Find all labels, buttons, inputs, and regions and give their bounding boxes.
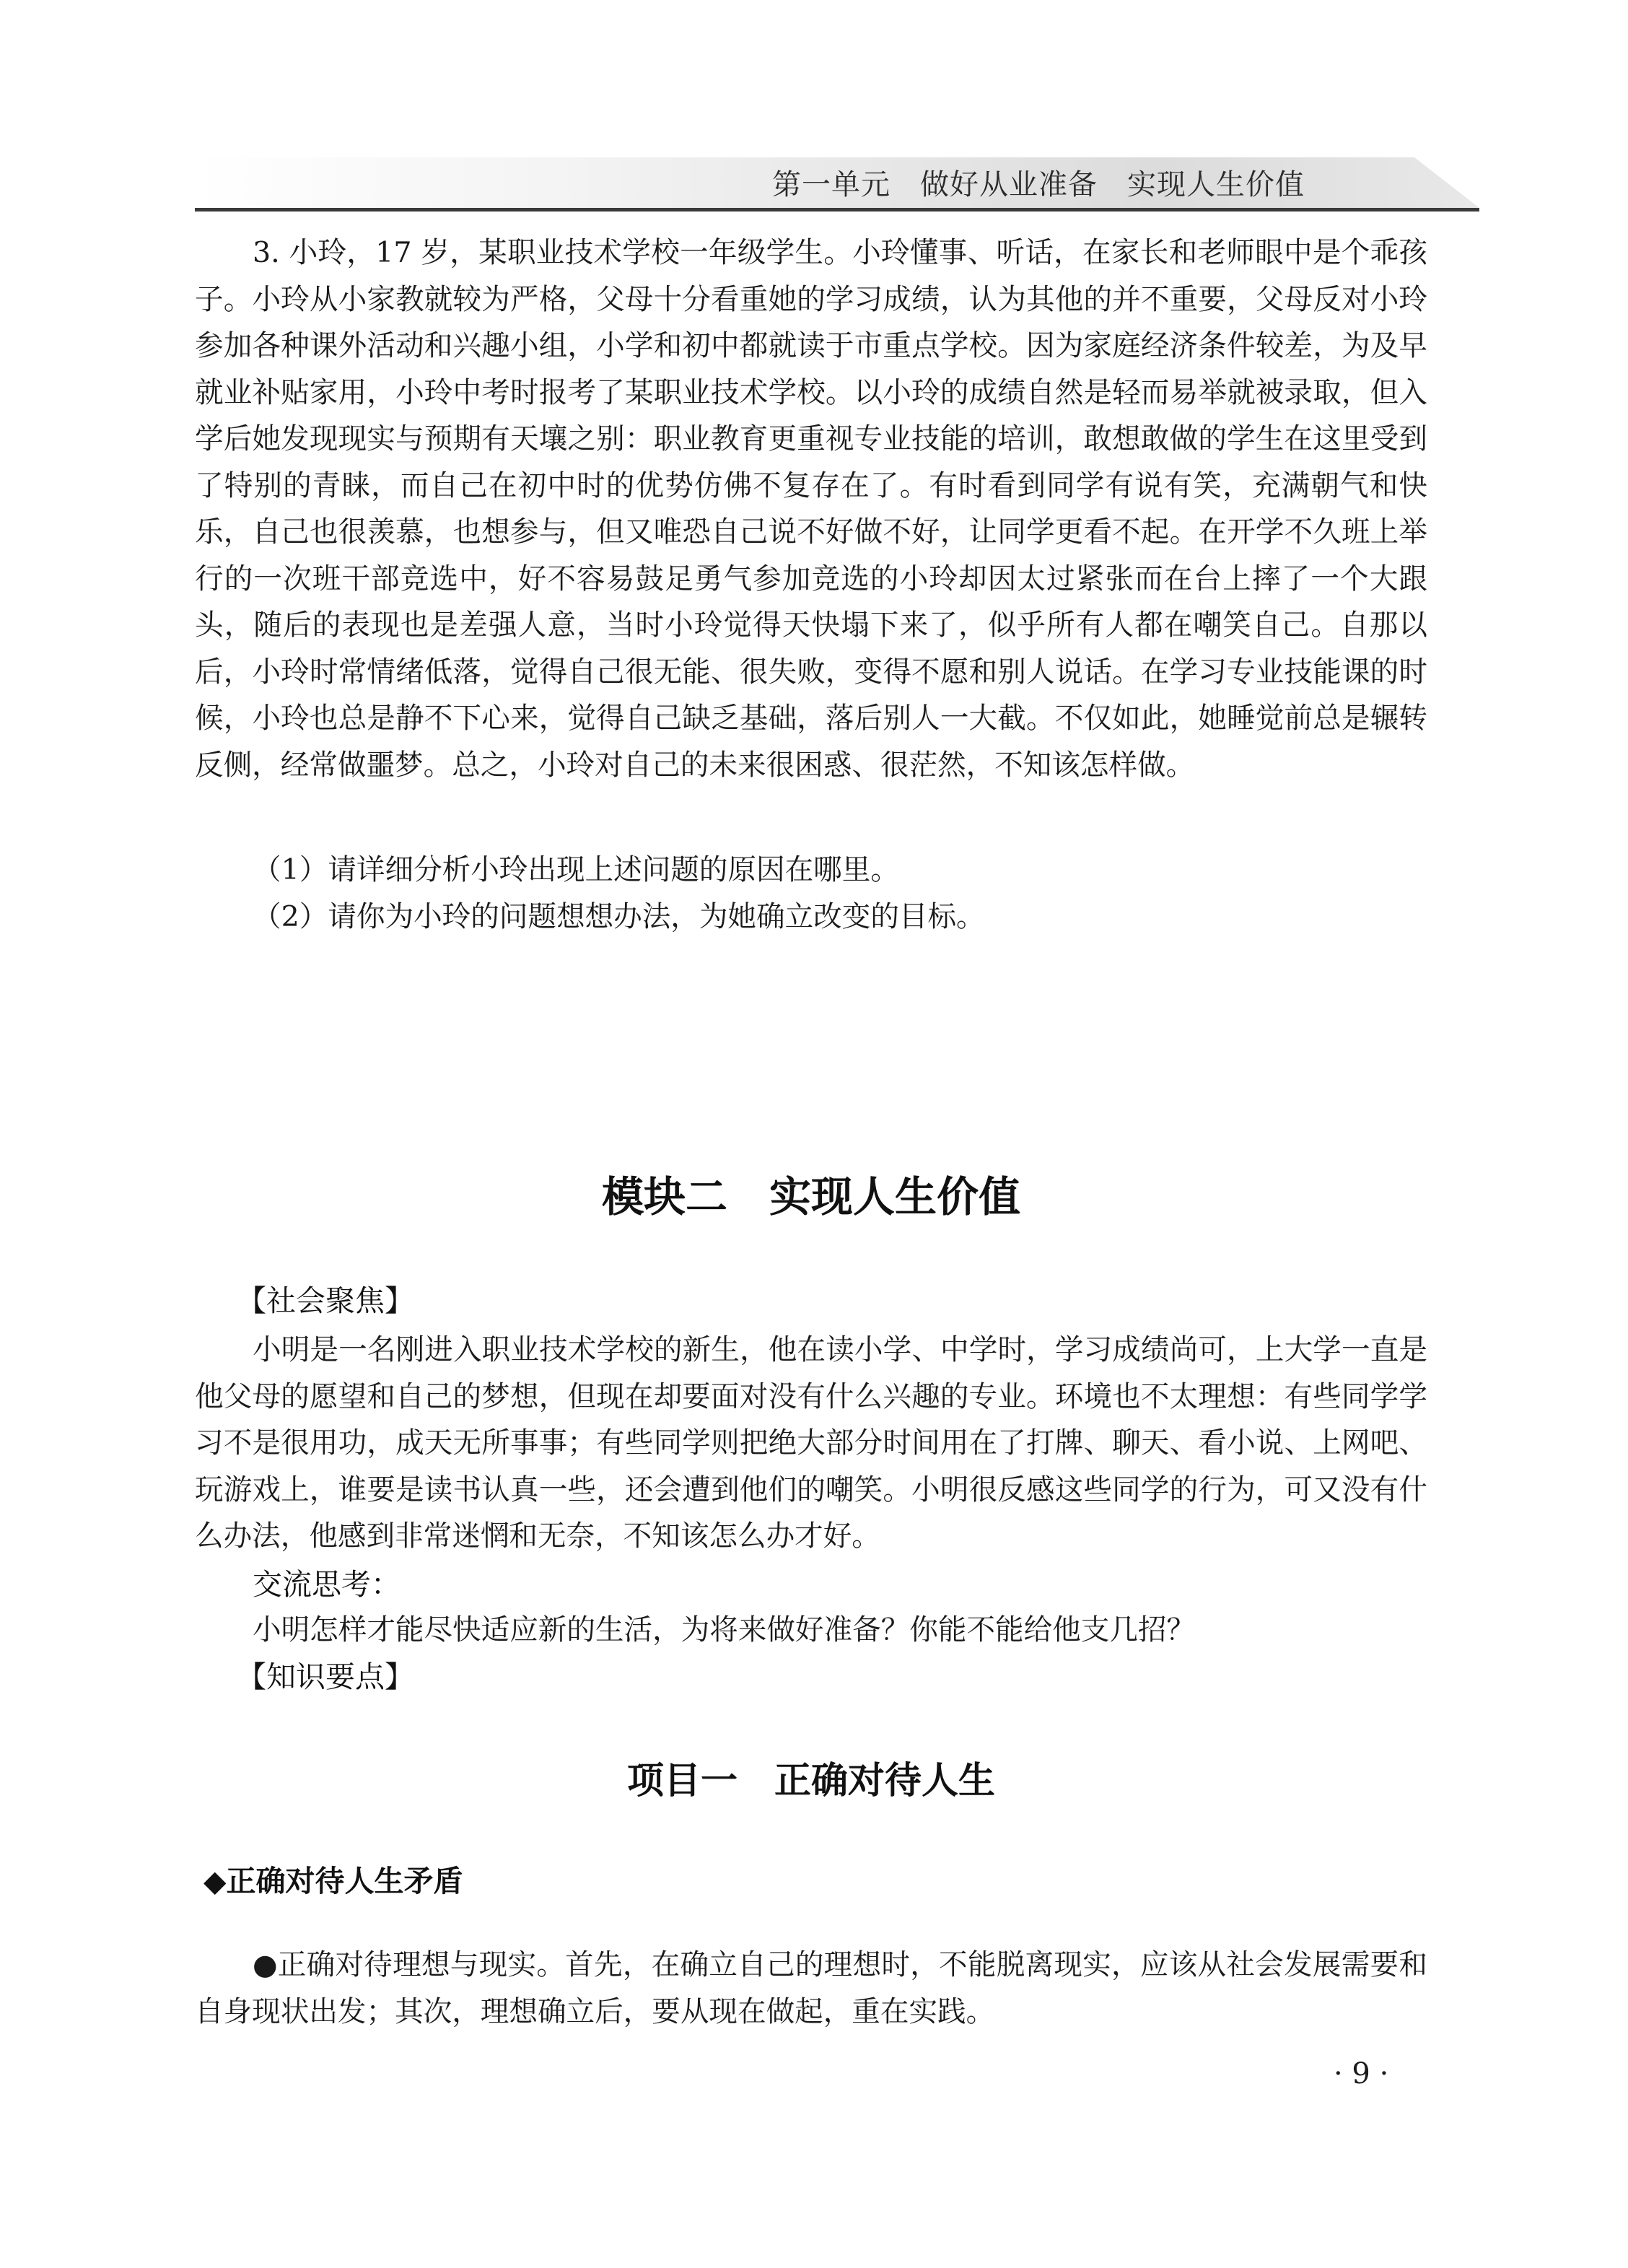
header-rule: [195, 208, 1479, 211]
case-3-question-1: （1）请详细分析小玲出现上述问题的原因在哪里。: [253, 853, 899, 886]
case-3-question-2: （2）请你为小玲的问题想想办法，为她确立改变的目标。: [253, 900, 985, 933]
knowledge-points-label: 【知识要点】: [237, 1659, 414, 1694]
module-title: 模块二 实现人生价值: [601, 1172, 1020, 1221]
project-paragraph: ●正确对待理想与现实。首先，在确立自己的理想时，不能脱离现实，应该从社会发展需要和自身现状出发；其次，理想确立后，要从现在做起，重在实践。: [195, 1948, 1427, 2028]
think-label: 交流思考：: [253, 1567, 401, 1602]
case-3-paragraph: 3. 小玲，17 岁，某职业技术学校一年级学生。小玲懂事、听话，在家长和老师眼中是个乖孩子。小玲从小家教就较为严格，父母十分看重她的学习成绩，认为其他的并不重要，父母反对小玲参加各种课外活动和兴趣小组，小学和初中都就读于市重点学校。因为家庭经济条件较差，为及早就业补贴家用，小玲中考时报考了某职业技术学校。以小玲的成绩自然是轻而易举就被录取，但入学后她发现现实与预期有天壤之别：职业教育更重视专业技能的培训，敢想敢做的学生在这里受到了特别的青睐，而自己在初中时的优势仿佛不复存在了。有时看到同学有说有笑，充满朝气和快乐，自己也很羡慕，也想参与，但又唯恐自己说不好做不好，让同学更看不起。在开学不久班上举行的一次班干部竞选中，好不容易鼓足勇气参加竞选的小玲却因太过紧张而在台上摔了一个大跟头，随后的表现也是差强人意，当时小玲觉得天快塌下来了，似乎所有人都在嘲笑自己。自那以后，小玲时常情绪低落，觉得自己很无能、很失败，变得不愿和别人说话。在学习专业技能课的时候，小玲也总是静不下心来，觉得自己缺乏基础，落后别人一大截。不仅如此，她睡觉前总是辗转反侧，经常做噩梦。总之，小玲对自己的未来很困惑、很茫然，不知该怎样做。: [195, 236, 1427, 782]
think-question: 小明怎样才能尽快适应新的生活，为将来做好准备？你能不能给他支几招？: [253, 1613, 1196, 1647]
header-corner-wedge: [1414, 157, 1479, 208]
running-header: [195, 157, 1479, 214]
page-number: · 9 ·: [1334, 2057, 1389, 2090]
social-focus-label: 【社会聚焦】: [237, 1283, 414, 1318]
project-title: 项目一 正确对待人生: [626, 1760, 995, 1802]
section-subheading: ◆正确对待人生矛盾: [204, 1864, 463, 1898]
header-title: 第一单元 做好从业准备 实现人生价值: [772, 168, 1305, 201]
social-focus-paragraph: 小明是一名刚进入职业技术学校的新生，他在读小学、中学时，学习成绩尚可，上大学一直是他父母的愿望和自己的梦想，但现在却要面对没有什么兴趣的专业。环境也不太理想：有些同学学习不是很用功，成天无所事事；有些同学则把绝大部分时间用在了打牌、聊天、看小说、上网吧、玩游戏上，谁要是读书认真一些，还会遭到他们的嘲笑。小明很反感这些同学的行为，可又没有什么办法，他感到非常迷惘和无奈，不知该怎么办才好。: [195, 1333, 1427, 1553]
